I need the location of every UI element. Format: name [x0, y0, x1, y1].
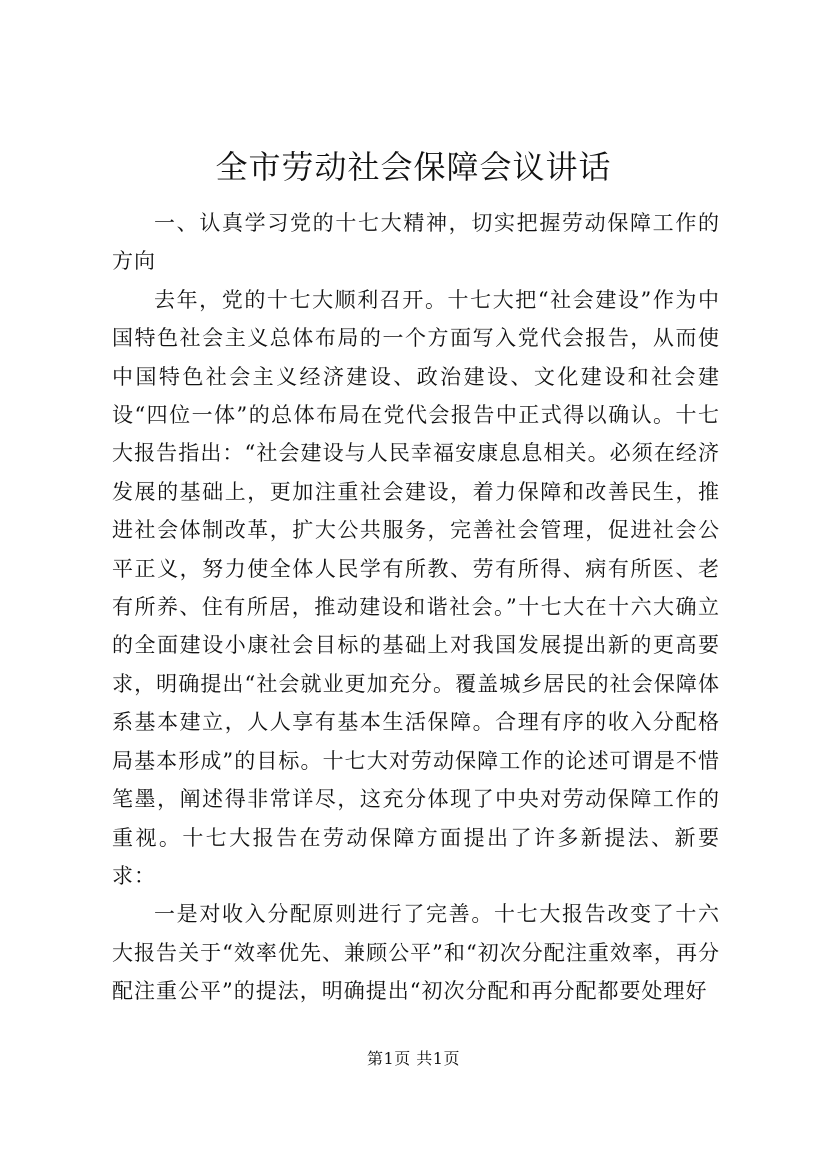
- document-title: 全市劳动社会保障会议讲话: [215, 148, 612, 186]
- body-paragraph: 一是对收入分配原则进行了完善。十七大报告改变了十六大报告关于“效率优先、兼顾公平”和“初次分配注重效率，再分配注重公平”的提法，明确提出“初次分配和再分配都要处理好: [112, 902, 720, 1004]
- document-body: [112, 204, 720, 1011]
- body-paragraph: 去年，党的十七大顺利召开。十七大把“社会建设”作为中国特色社会主义总体布局的一个方面写入党代会报告，从而使中国特色社会主义经济建设、政治建设、文化建设和社会建设“四位一体”的总体布局在党代会报告中正式得以确认。十七大报告指出：“社会建设与人民幸福安康息息相关。必须在经济发展的基础上，更加注重社会建设，着力保障和改善民生，推进社会体制改革，扩大公共服务，完善社会管理，促进社会公平正义，努力使全体人民学有所教、劳有所得、病有所医、老有所养、住有所居，推动建设和谐社会。”十七大在十六大确立的全面建设小康社会目标的基础上对我国发展提出新的更高要求，明确提出“社会就业更加充分。覆盖城乡居民的社会保障体系基本建立，人人享有基本生活保障。合理有序的收入分配格局基本形成”的目标。十七大对劳动保障工作的论述可谓是不惜笔墨，阐述得非常详尽，这充分体现了中央对劳动保障工作的重视。十七大报告在劳动保障方面提出了许多新提法、新要求：: [112, 287, 720, 888]
- page-footer: 第1页 共1页: [367, 1049, 460, 1068]
- section-heading: 一、认真学习党的十七大精神，切实把握劳动保障工作的方向: [112, 211, 720, 274]
